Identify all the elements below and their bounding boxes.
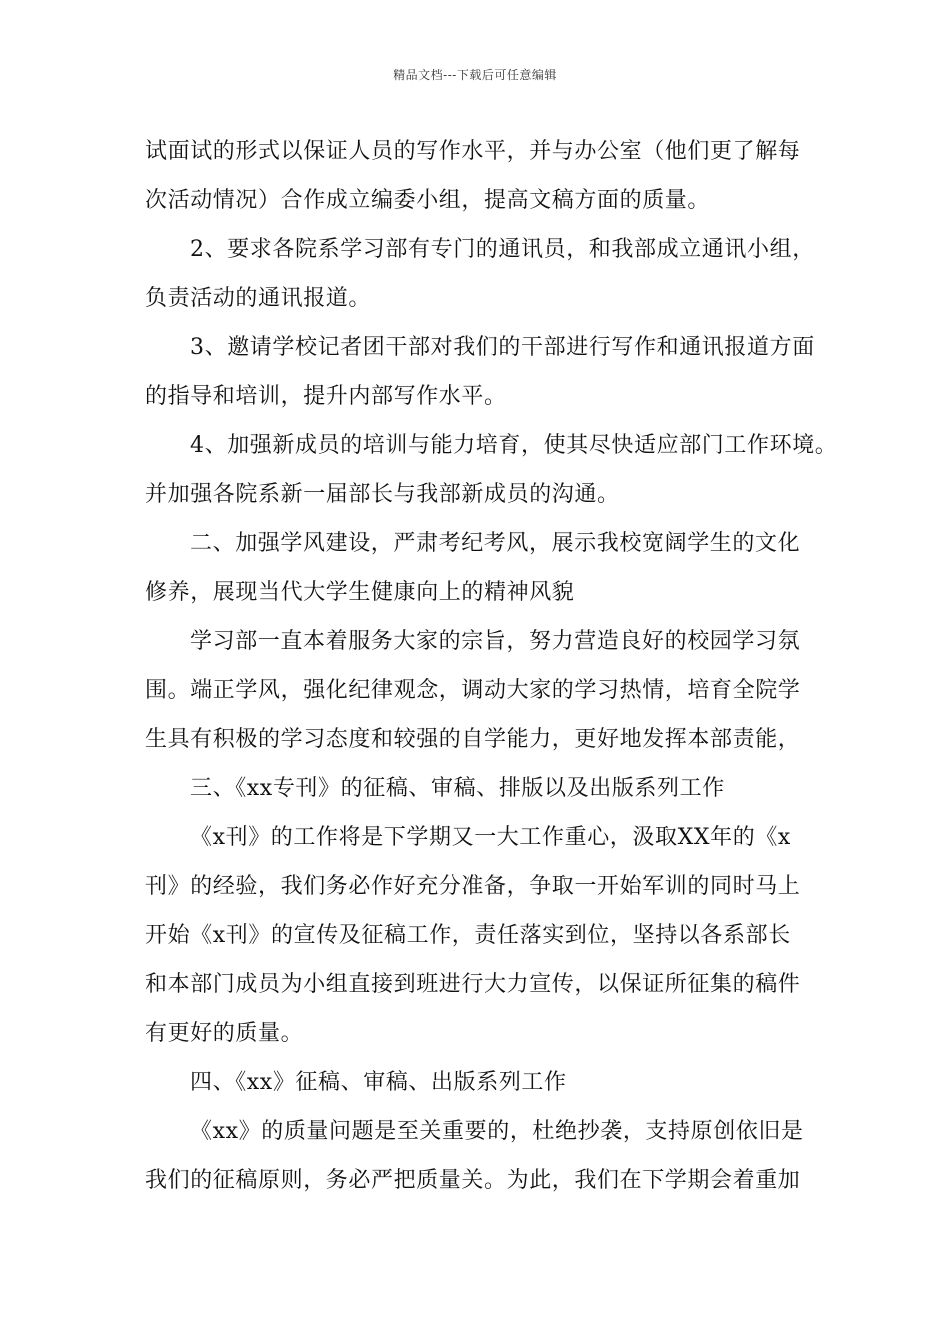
paragraph-first-line: 二、加强学风建设，严肃考纪考风，展示我校宽阔学生的文化 xyxy=(190,531,801,556)
paragraph-first-line: 学习部一直本着服务大家的宗旨，努力营造良好的校园学习氛 xyxy=(190,629,801,654)
paragraph-line: 和本部门成员为小组直接到班进行大力宣传，以保证所征集的稿件 xyxy=(145,972,801,997)
paragraph-first-line: 3、邀请学校记者团干部对我们的干部进行写作和通讯报道方面 xyxy=(190,335,815,360)
paragraph-line: 开始《x刊》的宣传及征稿工作，责任落实到位，坚持以各系部长 xyxy=(145,923,791,948)
document-body xyxy=(145,127,838,1205)
paragraph-first-line: 4、加强新成员的培训与能力培育，使其尽快适应部门工作环境。 xyxy=(190,433,838,458)
paragraph-first-line: 三、《xx专刊》的征稿、审稿、排版以及出版系列工作 xyxy=(190,776,725,801)
paragraph-line: 次活动情况）合作成立编委小组，提高文稿方面的质量。 xyxy=(145,188,711,213)
paragraph-line: 我们的征稿原则，务必严把质量关。为此，我们在下学期会着重加 xyxy=(145,1168,801,1193)
paragraph-first-line: 四、《xx》征稿、审稿、出版系列工作 xyxy=(190,1070,567,1095)
paragraph-line: 负责活动的通讯报道。 xyxy=(145,286,372,311)
paragraph-first-line: 《xx》的质量问题是至关重要的，杜绝抄袭，支持原创依旧是 xyxy=(190,1119,804,1144)
paragraph-line: 的指导和培训，提升内部写作水平。 xyxy=(145,384,507,409)
paragraph-line: 生具有积极的学习态度和较强的自学能力，更好地发挥本部责能， xyxy=(145,727,801,752)
paragraph-line: 围。端正学风，强化纪律观念，调动大家的学习热情，培育全院学 xyxy=(145,678,801,703)
page-header: 精品文档---下载后可任意编辑 xyxy=(393,68,557,82)
paragraph-line: 刊》的经验，我们务必作好充分准备，争取一开始军训的同时马上 xyxy=(145,874,801,899)
paragraph-line: 试面试的形式以保证人员的写作水平，并与办公室（他们更了解每 xyxy=(145,139,801,164)
paragraph-first-line: 2、要求各院系学习部有专门的通讯员，和我部成立通讯小组， xyxy=(190,237,815,262)
paragraph-line: 并加强各院系新一届部长与我部新成员的沟通。 xyxy=(145,482,620,507)
paragraph-line: 有更好的质量。 xyxy=(145,1021,304,1046)
paragraph-line: 修养，展现当代大学生健康向上的精神风貌 xyxy=(145,580,575,605)
paragraph-first-line: 《x刊》的工作将是下学期又一大工作重心，汲取XX年的《x xyxy=(190,825,791,850)
